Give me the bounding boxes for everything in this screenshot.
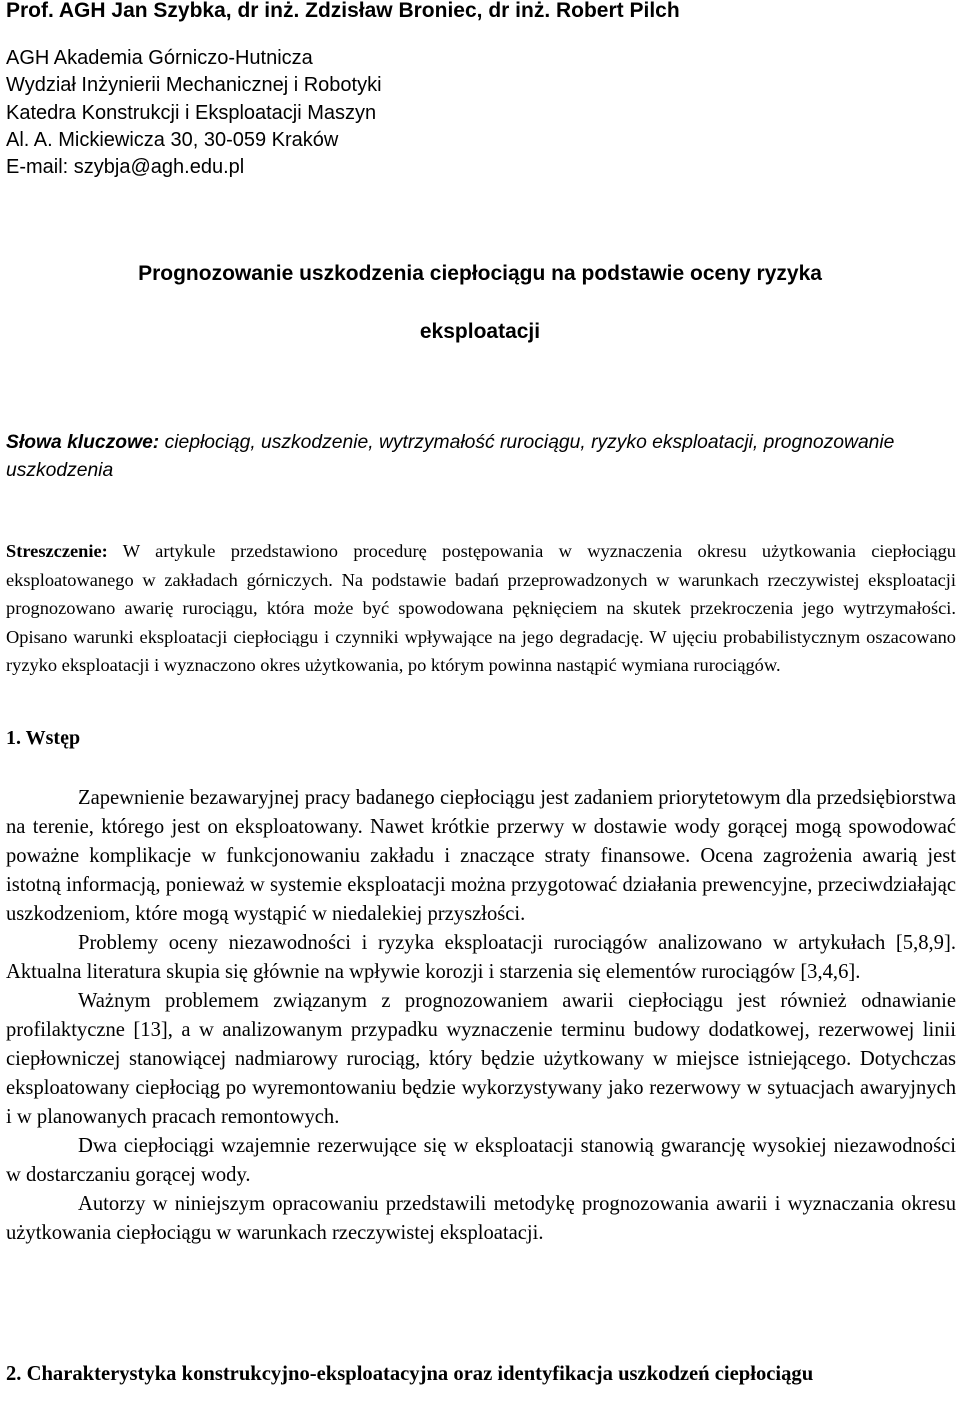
paper-title-line-2: eksploatacji: [419, 320, 541, 343]
abstract-text: W artykule przedstawiono procedurę postępowania w wyznaczenia okresu użytkowania ciepłociągu eksploatowanego w zakładach górniczych. Na podstawie badań przeprowadzonych w warunkach rzeczywistej eksploatacji prognozowano awarię rurociągu, która może być spowodowana pęknięciem na skutek przekroczenia jego wytrzymałości. Opisano warunki eksploatacji ciepłociągu i czynniki wpływające na jego degradację. W ujęciu probabilistycznym oszacowano ryzyko eksploatacji i wyznaczono okres użytkowania, po którym powinna nastąpić wymiana rurociągów.: [6, 541, 956, 675]
section-1-heading: 1. Wstęp: [6, 727, 81, 749]
affiliation-email: E-mail: szybja@agh.edu.pl: [6, 156, 245, 179]
affiliation-university: AGH Akademia Górniczo-Hutnicza: [6, 47, 313, 69]
affiliation-faculty: Wydział Inżynierii Mechanicznej i Robotyki: [6, 74, 382, 97]
keywords-text: ciepłociąg, uszkodzenie, wytrzymałość rurociągu, ryzyko eksploatacji, prognozowanie uszkodzenia: [6, 432, 895, 481]
body-paragraph: Dwa ciepłociągi wzajemnie rezerwujące się w eksploatacji stanowią gwarancję wysokiej niezawodności w dostarczaniu gorącej wody.: [6, 1135, 956, 1186]
keywords-label: Słowa kluczowe:: [6, 432, 160, 453]
section-1-body: [6, 784, 956, 1248]
affiliation-block: [6, 45, 382, 181]
body-paragraph: Zapewnienie bezawaryjnej pracy badanego ciepłociągu jest zadaniem priorytetowym dla przedsiębiorstwa na terenie, którego jest on eksploatowany. Nawet krótkie przerwy w dostawie wody gorącej mogą spowodować poważne komplikacje w funkcjonowaniu zakładu i znaczące straty finansowe. Ocena zagrożenia awarią jest istotną informacją, ponieważ w systemie eksploatacji można przygotować działania prewencyjne, przeciwdziałając uszkodzeniom, które mogą wystąpić w niedalekiej przyszłości.: [6, 787, 956, 925]
abstract-label: Streszczenie:: [6, 541, 108, 561]
affiliation-department: Katedra Konstrukcji i Eksploatacji Maszyn: [6, 101, 377, 124]
section-2-heading: 2. Charakterystyka konstrukcyjno-eksploatacyjna oraz identyfikacja uszkodzeń ciepłociągu: [6, 1363, 814, 1385]
affiliation-address: Al. A. Mickiewicza 30, 30-059 Kraków: [6, 128, 339, 151]
authors-line: Prof. AGH Jan Szybka, dr inż. Zdzisław Broniec, dr inż. Robert Pilch: [6, 0, 680, 22]
paper-title-line-1: Prognozowanie uszkodzenia ciepłociągu na podstawie oceny ryzyka: [138, 262, 822, 285]
body-paragraph: Problemy oceny niezawodności i ryzyka eksploatacji rurociągów analizowano w artykułach [5,8,9]. Aktualna literatura skupia się głównie na wpływie korozji i starzenia się elementów rurociągów [3,4,6].: [6, 932, 956, 983]
abstract-block: [6, 537, 956, 680]
body-paragraph: Ważnym problemem związanym z prognozowaniem awarii ciepłociągu jest również odnawianie profilaktyczne [13], a w analizowanym przypadku wyznaczenie terminu budowy dodatkowej, rezerwowej linii ciepłowniczej stanowiącej nadmiarowy rurociąg, który będzie użytkowany w miejsce istniejącego. Dotychczas eksploatowany ciepłociąg po wyremontowaniu będzie wykorzystywany jako rezerwowy w sytuacjach awaryjnych i w planowanych pracach remontowych.: [6, 990, 956, 1128]
keywords-block: [6, 429, 956, 485]
body-paragraph: Autorzy w niniejszym opracowaniu przedstawili metodykę prognozowania awarii i wyznaczania okresu użytkowania ciepłociągu w warunkach rzeczywistej eksploatacji.: [6, 1193, 956, 1244]
